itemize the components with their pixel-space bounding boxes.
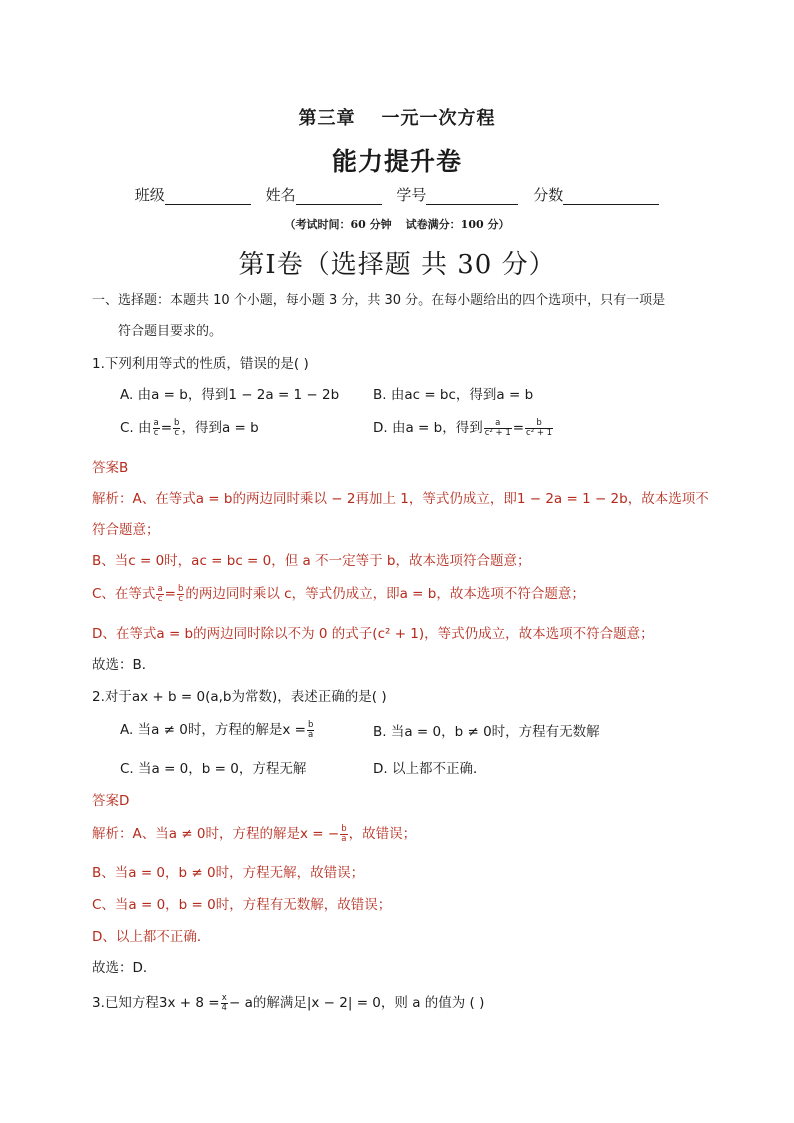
field-name[interactable]: 姓名 bbox=[266, 186, 382, 204]
id-blank[interactable] bbox=[426, 187, 518, 205]
fraction: $\frac{b}{c}$ bbox=[177, 583, 184, 604]
fraction: $\frac{b}{a}$ bbox=[307, 719, 314, 740]
field-id[interactable]: 学号 bbox=[396, 186, 518, 204]
q2-option-b[interactable]: B. 当a = 0，b ≠ 0时，方程有无数解 bbox=[373, 724, 600, 740]
q2-option-c[interactable]: C. 当a = 0，b = 0，方程无解 bbox=[120, 761, 307, 777]
name-blank[interactable] bbox=[296, 187, 382, 205]
fraction: $\frac{b}{c}$ bbox=[174, 417, 180, 438]
score-blank[interactable] bbox=[563, 187, 659, 205]
q1-explanation-a: 解析：A、在等式a = b的两边同时乘以 − 2再加上 1，等式仍成立，即1 − 2a = 1 − 2b，故本选项不 bbox=[92, 491, 709, 507]
field-class[interactable]: 班级 bbox=[135, 186, 251, 204]
q2-explanation-b: B、当a = 0，b ≠ 0时，方程无解，故错误； bbox=[92, 865, 365, 881]
q1-option-a[interactable]: A. 由a = b，得到1 − 2a = 1 − 2b bbox=[120, 387, 340, 403]
fraction: $\frac{b}{\text{c² + 1}}$ bbox=[526, 417, 553, 438]
section-instructions-cont: 符合题目要求的。 bbox=[118, 324, 223, 339]
question-3-stem: 3.已知方程3x + 8 = $\frac{x}{4}$ − a的解满足|x − 2| = 0，则 a 的值为 ( ) bbox=[92, 992, 485, 1013]
q1-explanation-b: B、当c = 0时，ac = bc = 0，但 a 不一定等于 b，故本选项符合题意； bbox=[92, 553, 531, 569]
q1-explanation-a-cont: 符合题意； bbox=[92, 522, 160, 538]
q2-option-d[interactable]: D. 以上都不正确． bbox=[373, 761, 487, 777]
question-2-stem: 2.对于ax + b = 0(a,b为常数)，表述正确的是( ) bbox=[92, 689, 387, 705]
q2-explanation-d: D、以上都不正确． bbox=[92, 929, 211, 945]
fraction: $\frac{b}{a}$ bbox=[341, 823, 347, 844]
q2-conclusion: 故选：D． bbox=[92, 960, 157, 976]
volume-title: 能力提升卷 bbox=[331, 147, 462, 176]
field-score[interactable]: 分数 bbox=[533, 186, 659, 204]
question-1-stem: 1.下列利用等式的性质，错误的是( ) bbox=[92, 356, 309, 372]
class-blank[interactable] bbox=[165, 187, 251, 205]
q1-conclusion: 故选：B． bbox=[92, 657, 156, 673]
fraction: $\frac{a}{c}$ bbox=[153, 417, 159, 438]
q2-explanation-a: 解析：A、当a ≠ 0时，方程的解是x = − $\frac{b}{a}$ ，故错误； bbox=[92, 823, 417, 844]
fraction: $\frac{a}{c}$ bbox=[157, 583, 163, 604]
student-info-fields bbox=[0, 184, 794, 205]
q2-explanation-c: C、当a = 0，b = 0时，方程有无数解，故错误； bbox=[92, 897, 392, 913]
part-title: 第Ⅰ卷（选择题 共 30 分） bbox=[238, 250, 556, 280]
q2-answer: 答案D bbox=[92, 793, 130, 809]
q1-option-d[interactable]: D. 由a = b，得到 $\frac{a}{\text{c² + 1}}$ = $\frac{b}{\text{c² + 1}}$ bbox=[373, 417, 553, 438]
q1-option-c[interactable]: C. 由 $\frac{a}{c}$ = $\frac{b}{c}$ ，得到a = b bbox=[120, 417, 259, 438]
q2-option-a[interactable]: A. 当a ≠ 0时，方程的解是x = $\frac{b}{a}$ bbox=[120, 719, 314, 740]
chapter-title: 一元一次方程 bbox=[381, 108, 496, 129]
q1-explanation-c: C、在等式 $\frac{a}{c}$ = $\frac{b}{c}$ 的两边同时乘以 c，等式仍成立，即a = b，故本选项不符合题意； bbox=[92, 583, 585, 604]
exam-time-info: （考试时间：60 分钟 试卷满分：100 分） bbox=[284, 218, 510, 231]
q1-answer: 答案B bbox=[92, 460, 129, 476]
chapter-number: 第三章 bbox=[298, 108, 356, 129]
q1-explanation-d: D、在等式a = b的两边同时除以不为 0 的式子(c² + 1)，等式仍成立，故本选项不符合题意； bbox=[92, 626, 654, 642]
fraction: $\frac{a}{\text{c² + 1}}$ bbox=[484, 417, 511, 438]
q1-option-b[interactable]: B. 由ac = bc，得到a = b bbox=[373, 387, 534, 403]
chapter-heading bbox=[0, 104, 794, 130]
fraction: $\frac{x}{4}$ bbox=[221, 992, 227, 1013]
section-instructions: 一、选择题：本题共 10 个小题，每小题 3 分，共 30 分。在每小题给出的四个选项中，只有一项是 bbox=[92, 293, 666, 308]
